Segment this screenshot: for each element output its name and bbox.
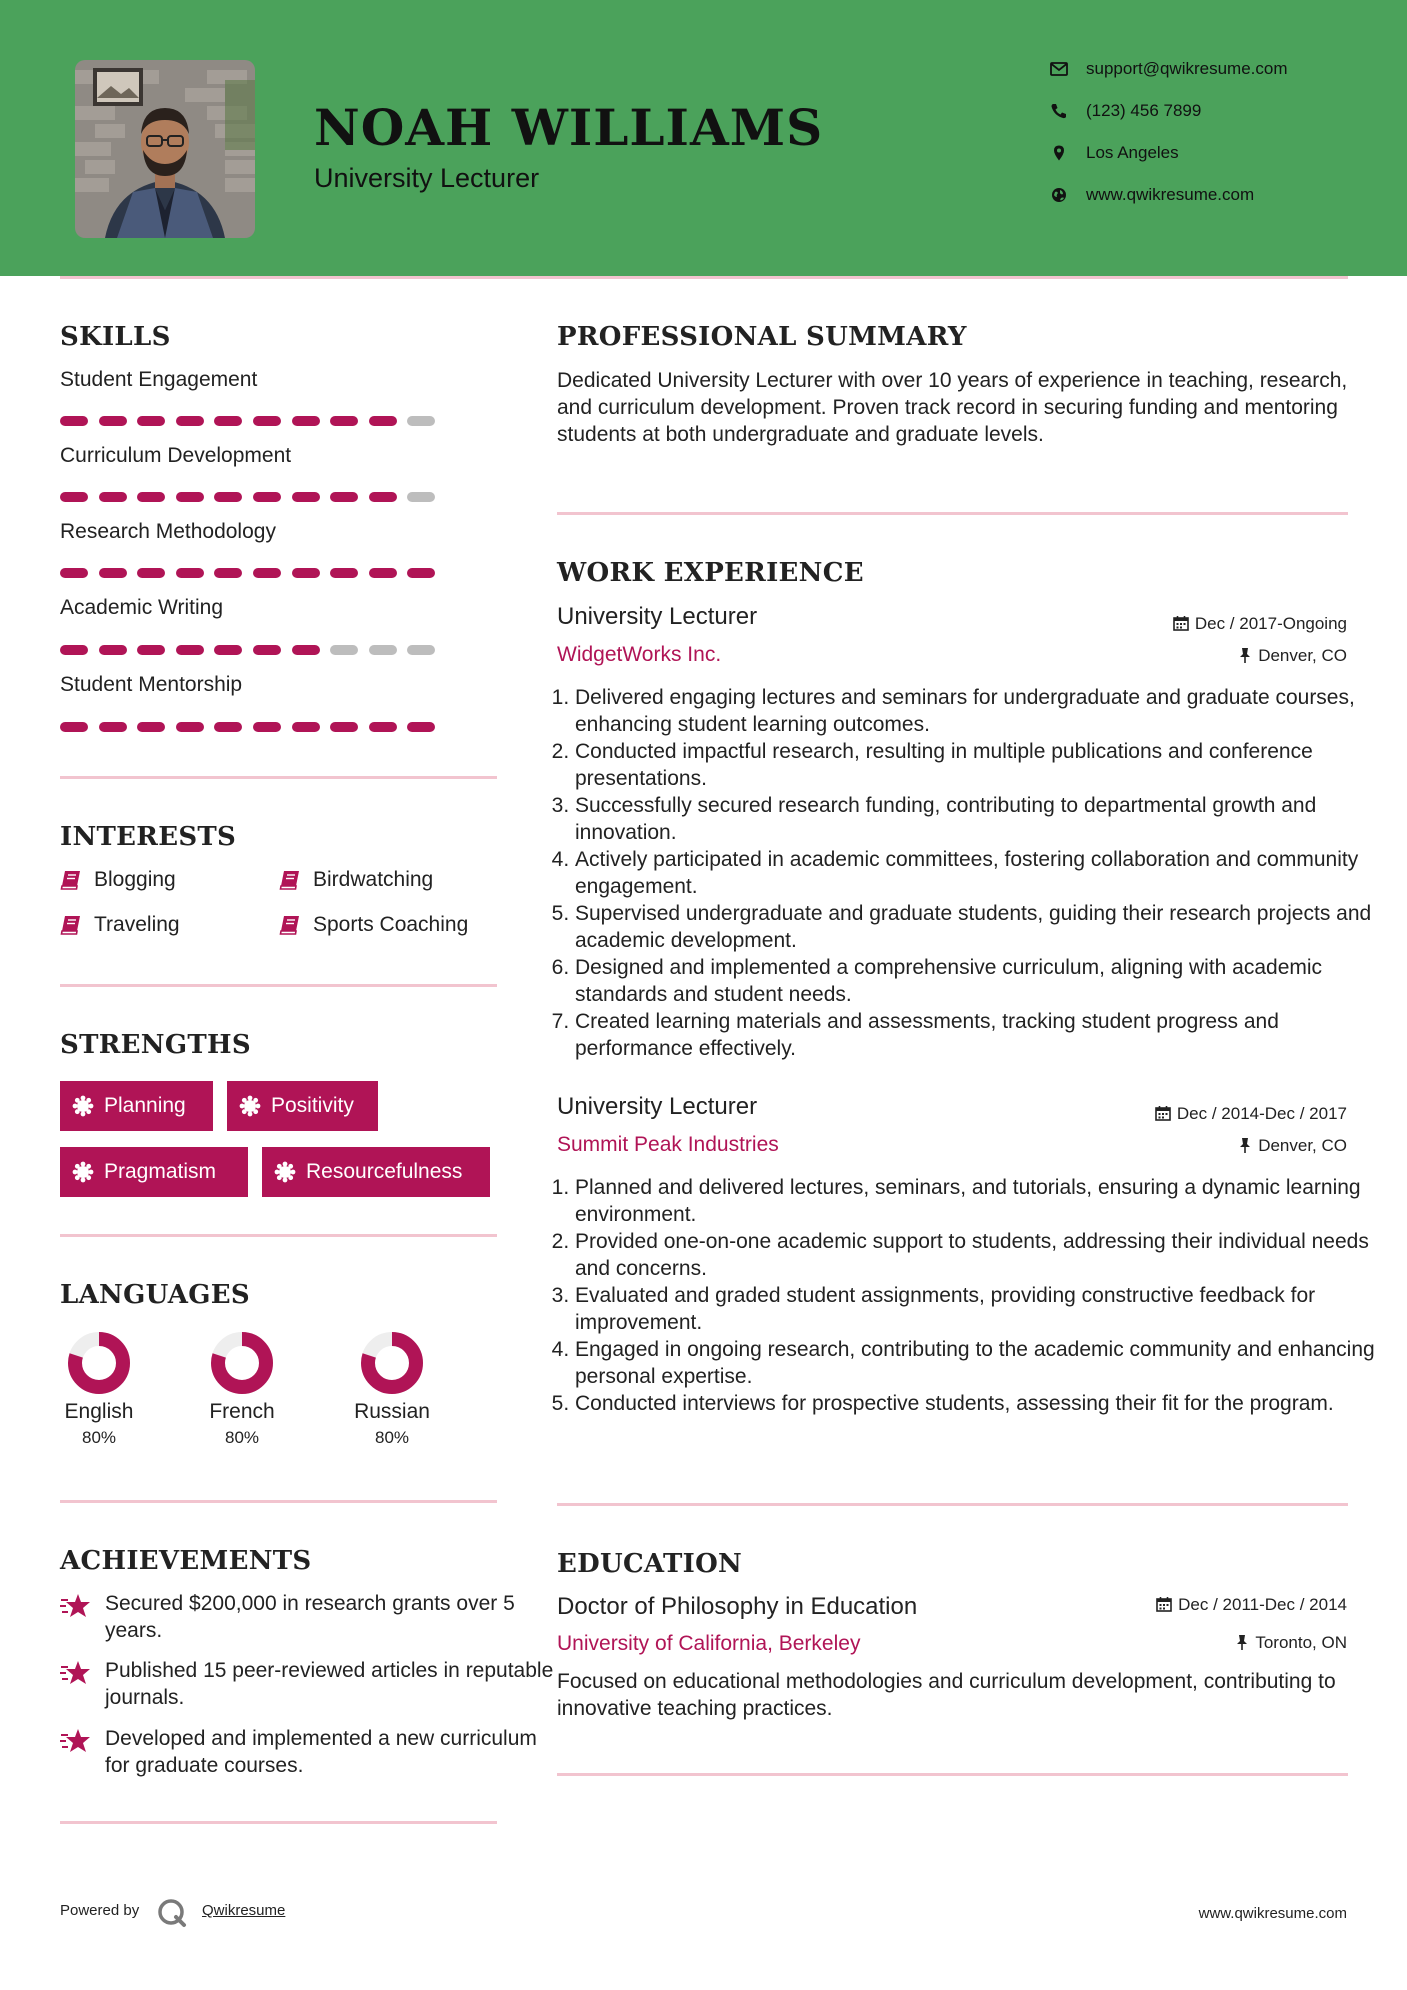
job-bullet: 2. Provided one-on-one academic support to students, addressing their individual needs and concerns. bbox=[575, 1228, 1375, 1282]
achievements-title: ACHIEVEMENTS bbox=[60, 1546, 312, 1576]
interest-label: Sports Coaching bbox=[313, 913, 469, 936]
job-bullet: 3. Evaluated and graded student assignments, providing constructive feedback for improvement. bbox=[575, 1282, 1375, 1336]
skill-dot-filled bbox=[99, 568, 127, 578]
job-location-text: Denver, CO bbox=[1258, 646, 1347, 665]
skill-dot-filled bbox=[407, 568, 435, 578]
skill-dot-filled bbox=[176, 645, 204, 655]
contact-website-text: www.qwikresume.com bbox=[1086, 185, 1255, 204]
book-icon bbox=[279, 870, 301, 890]
skill-dot-filled bbox=[60, 568, 88, 578]
book-icon bbox=[60, 870, 82, 890]
calendar-icon bbox=[1156, 1596, 1172, 1612]
skill-dot-filled bbox=[253, 416, 281, 426]
language-name: Russian bbox=[354, 1400, 430, 1423]
book-icon bbox=[279, 915, 301, 935]
interests-title: INTERESTS bbox=[60, 822, 237, 852]
section-divider bbox=[557, 1503, 1348, 1506]
pushpin-icon bbox=[1238, 1137, 1252, 1153]
strength-label: Planning bbox=[104, 1094, 186, 1117]
skill-dot-filled bbox=[214, 645, 242, 655]
strength-tag bbox=[60, 1081, 213, 1131]
skill-dot-empty bbox=[407, 492, 435, 502]
job-title: University Lecturer bbox=[557, 1093, 758, 1120]
skills-title: SKILLS bbox=[60, 322, 171, 352]
job-dates bbox=[1155, 1103, 1347, 1125]
skill-name: Curriculum Development bbox=[60, 444, 292, 467]
skill-dot-filled bbox=[292, 492, 320, 502]
education-school: University of California, Berkeley bbox=[557, 1632, 861, 1655]
skill-dot-filled bbox=[137, 568, 165, 578]
skill-dot-filled bbox=[137, 722, 165, 732]
skill-dot-filled bbox=[137, 645, 165, 655]
skill-dot-filled bbox=[99, 416, 127, 426]
strength-tag bbox=[60, 1147, 248, 1197]
language-percent: 80% bbox=[374, 1428, 410, 1447]
skill-dot-filled bbox=[99, 645, 127, 655]
job-bullets bbox=[557, 684, 1375, 1062]
skill-dot-filled bbox=[407, 722, 435, 732]
section-divider bbox=[557, 512, 1348, 515]
section-divider bbox=[557, 1773, 1348, 1776]
calendar-icon bbox=[1173, 615, 1189, 631]
skill-dot-filled bbox=[330, 492, 358, 502]
skill-dot-filled bbox=[214, 416, 242, 426]
skill-dot-filled bbox=[292, 722, 320, 732]
interest-label: Traveling bbox=[94, 913, 180, 936]
contact-location-text: Los Angeles bbox=[1086, 143, 1179, 162]
education-dates bbox=[1156, 1594, 1347, 1616]
skill-dot-filled bbox=[214, 568, 242, 578]
skill-dot-filled bbox=[330, 722, 358, 732]
section-divider bbox=[60, 776, 497, 779]
qwikresume-logo-icon[interactable] bbox=[156, 1897, 188, 1929]
language-ring bbox=[209, 1330, 275, 1396]
skill-dot-filled bbox=[60, 645, 88, 655]
pushpin-icon bbox=[1238, 647, 1252, 663]
skill-dot-filled bbox=[369, 416, 397, 426]
skill-dot-filled bbox=[137, 416, 165, 426]
skill-name: Student Engagement bbox=[60, 368, 258, 391]
language-item bbox=[337, 1330, 447, 1448]
achievement-text: Published 15 peer-reviewed articles in reputable journals. bbox=[105, 1659, 554, 1709]
phone-icon bbox=[1050, 103, 1068, 119]
skill-dot-filled bbox=[137, 492, 165, 502]
skill-name: Academic Writing bbox=[60, 596, 223, 619]
skill-dot-filled bbox=[253, 722, 281, 732]
strength-label: Positivity bbox=[271, 1094, 354, 1117]
strength-label: Resourcefulness bbox=[306, 1160, 463, 1183]
education-description: Focused on educational methodologies and curriculum development, contributing to innovative teaching practices. bbox=[557, 1670, 1336, 1720]
skill-dot-filled bbox=[176, 492, 204, 502]
language-ring bbox=[359, 1330, 425, 1396]
skill-dot-filled bbox=[176, 722, 204, 732]
job-bullets bbox=[557, 1174, 1375, 1417]
badge-icon bbox=[72, 1095, 94, 1117]
skill-dot-filled bbox=[330, 416, 358, 426]
summary-title: PROFESSIONAL SUMMARY bbox=[557, 322, 967, 352]
star-icon bbox=[60, 1592, 92, 1620]
header-divider bbox=[60, 276, 1348, 279]
job-location-text: Denver, CO bbox=[1258, 1136, 1347, 1155]
skill-dot-filled bbox=[330, 568, 358, 578]
pushpin-icon bbox=[1235, 1634, 1249, 1650]
job-dates-text: Dec / 2017-Ongoing bbox=[1194, 614, 1347, 633]
skill-dot-empty bbox=[407, 416, 435, 426]
qwikresume-link[interactable]: Qwikresume bbox=[202, 1902, 286, 1919]
book-icon bbox=[60, 915, 82, 935]
skill-dot-filled bbox=[176, 416, 204, 426]
language-name: French bbox=[209, 1400, 275, 1423]
skill-dot-filled bbox=[60, 722, 88, 732]
language-ring bbox=[66, 1330, 132, 1396]
badge-icon bbox=[72, 1161, 94, 1183]
strength-tag bbox=[227, 1081, 378, 1131]
strength-tag bbox=[262, 1147, 490, 1197]
skill-rating bbox=[60, 492, 440, 502]
badge-icon bbox=[239, 1095, 261, 1117]
map-marker-icon bbox=[1050, 145, 1068, 161]
interest-label: Birdwatching bbox=[313, 868, 434, 891]
education-degree: Doctor of Philosophy in Education bbox=[557, 1593, 918, 1620]
header-banner bbox=[0, 0, 1407, 276]
section-divider bbox=[60, 1500, 497, 1503]
job-bullet: 4. Engaged in ongoing research, contributing to the academic community and enhancing personal expertise. bbox=[575, 1336, 1375, 1390]
skill-dot-filled bbox=[214, 722, 242, 732]
language-item bbox=[44, 1330, 154, 1448]
education-title: EDUCATION bbox=[557, 1549, 743, 1579]
job-company: Summit Peak Industries bbox=[557, 1133, 779, 1156]
skill-dot-filled bbox=[253, 492, 281, 502]
candidate-name: NOAH WILLIAMS bbox=[314, 98, 824, 157]
section-divider bbox=[60, 984, 497, 987]
job-company: WidgetWorks Inc. bbox=[557, 643, 722, 666]
job-title: University Lecturer bbox=[557, 603, 758, 630]
skill-dot-filled bbox=[99, 722, 127, 732]
skill-name: Research Methodology bbox=[60, 520, 276, 543]
skill-dot-filled bbox=[292, 645, 320, 655]
calendar-icon bbox=[1155, 1105, 1171, 1121]
contact-email-text: support@qwikresume.com bbox=[1086, 59, 1288, 78]
skill-dot-filled bbox=[253, 645, 281, 655]
languages-title: LANGUAGES bbox=[60, 1280, 250, 1310]
skill-dot-filled bbox=[369, 722, 397, 732]
job-bullet: 1. Delivered engaging lectures and seminars for undergraduate and graduate courses, enhancing student learning outcomes. bbox=[575, 684, 1375, 738]
language-percent: 80% bbox=[81, 1428, 117, 1447]
skill-dot-filled bbox=[253, 568, 281, 578]
job-bullet: 5. Conducted interviews for prospective students, assessing their fit for the program. bbox=[575, 1390, 1375, 1417]
language-item bbox=[187, 1330, 297, 1448]
skill-dot-filled bbox=[60, 416, 88, 426]
skill-rating bbox=[60, 416, 440, 426]
contact-phone-text: (123) 456 7899 bbox=[1086, 101, 1202, 120]
skill-name: Student Mentorship bbox=[60, 673, 243, 696]
skill-dot-filled bbox=[292, 416, 320, 426]
job-bullet: 4. Actively participated in academic committees, fostering collaboration and community engagement. bbox=[575, 846, 1375, 900]
job-dates-text: Dec / 2014-Dec / 2017 bbox=[1176, 1104, 1347, 1123]
job-bullet: 1. Planned and delivered lectures, seminars, and tutorials, ensuring a dynamic learning environment. bbox=[575, 1174, 1375, 1228]
strength-label: Pragmatism bbox=[104, 1160, 217, 1183]
skill-dot-filled bbox=[369, 492, 397, 502]
job-bullet: 6. Designed and implemented a comprehensive curriculum, aligning with academic standards and student needs. bbox=[575, 954, 1375, 1008]
language-name: English bbox=[64, 1400, 134, 1423]
section-divider bbox=[60, 1821, 497, 1824]
section-divider bbox=[60, 1234, 497, 1237]
achievement-text: Secured $200,000 in research grants over 5 years. bbox=[105, 1592, 515, 1642]
skill-rating bbox=[60, 645, 440, 655]
powered-by-label: Powered by bbox=[60, 1902, 140, 1919]
job-location bbox=[1238, 1135, 1347, 1157]
skill-dot-filled bbox=[369, 568, 397, 578]
envelope-icon bbox=[1050, 61, 1068, 77]
job-bullet: 3. Successfully secured research funding, contributing to departmental growth and innovation. bbox=[575, 792, 1375, 846]
language-percent: 80% bbox=[224, 1428, 260, 1447]
footer-website[interactable]: www.qwikresume.com bbox=[1198, 1905, 1347, 1922]
education-dates-text: Dec / 2011-Dec / 2014 bbox=[1178, 1595, 1347, 1614]
skill-dot-filled bbox=[292, 568, 320, 578]
job-bullet: 7. Created learning materials and assessments, tracking student progress and performance effectively. bbox=[575, 1008, 1375, 1062]
education-location bbox=[1235, 1632, 1347, 1654]
star-icon bbox=[60, 1659, 92, 1687]
skill-dot-empty bbox=[369, 645, 397, 655]
candidate-role: University Lecturer bbox=[314, 163, 540, 193]
globe-icon bbox=[1050, 187, 1068, 203]
summary-text: Dedicated University Lecturer with over 10 years of experience in teaching, research, and curriculum development. Proven track record in securing funding and mentoring students at both undergraduate and graduate levels. bbox=[557, 369, 1348, 446]
profile-photo bbox=[75, 60, 255, 238]
education-location-text: Toronto, ON bbox=[1255, 1633, 1347, 1652]
job-bullet: 5. Supervised undergraduate and graduate students, guiding their research projects and academic development. bbox=[575, 900, 1375, 954]
star-icon bbox=[60, 1727, 92, 1755]
skill-dot-empty bbox=[407, 645, 435, 655]
strengths-title: STRENGTHS bbox=[60, 1030, 251, 1060]
interest-label: Blogging bbox=[94, 868, 176, 891]
skill-dot-empty bbox=[330, 645, 358, 655]
skill-rating bbox=[60, 568, 440, 578]
experience-title: WORK EXPERIENCE bbox=[557, 558, 864, 588]
skill-dot-filled bbox=[60, 492, 88, 502]
skill-dot-filled bbox=[214, 492, 242, 502]
badge-icon bbox=[274, 1161, 296, 1183]
achievement-text: Developed and implemented a new curriculum for graduate courses. bbox=[105, 1727, 537, 1777]
skill-rating bbox=[60, 722, 440, 732]
job-bullet: 2. Conducted impactful research, resulting in multiple publications and conference presentations. bbox=[575, 738, 1375, 792]
job-location bbox=[1238, 645, 1347, 667]
skill-dot-filled bbox=[99, 492, 127, 502]
job-dates bbox=[1173, 613, 1347, 635]
skill-dot-filled bbox=[176, 568, 204, 578]
